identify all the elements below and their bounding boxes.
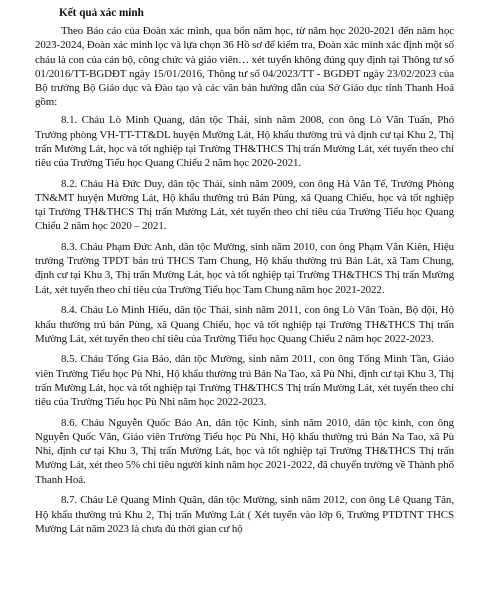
list-item: 8.6. Cháu Nguyễn Quốc Bảo An, dân tộc Kinh, sinh năm 2010, dân tộc kinh, con ông Nguyễn Quốc Văn, Giáo viên Trường Tiểu học Pù Nhi, Hộ khẩu thường trú Bản Na Tao, xã Pù Nhi, định cư tại Khu 3, Thị trấn Mường Lát, học và tốt nghiệp tại Trường TH&THCS Thị trấn Mường Lát, xét theo 5% chỉ tiêu người kinh năm học 2021-2022, đã chuyển trường về Thành phố Thanh Hoá. <box>35 416 454 486</box>
list-item: 8.3. Cháu Phạm Đức Anh, dân tộc Mường, sinh năm 2010, con ông Phạm Văn Kiên, Hiệu trưởng Trường TPDT bán trú THCS Tam Chung, Hộ khẩu thường trú Bản Lát, xã Tam Chung, định cư tại Khu 3, Thị trấn Mường Lát, học và tốt nghiệp tại Trường TH&THCS Thị trấn Mường Lát, xét tuyển theo chỉ tiêu của Trường Tiểu học Tam Chung năm học 2021-2022. <box>35 241 454 296</box>
list-item: 8.1. Cháu Lò Minh Quang, dân tộc Thái, sinh năm 2008, con ông Lò Văn Tuấn, Phó Trưởng phòng VH-TT-TT&DL huyện Mường Lát, Hộ khẩu thường trú và định cư tại Khu 2, Thị trấn Mường Lát, học và tốt nghiệp tại Trường TH&THCS Thị trấn Mường Lát, xét tuyển theo chỉ tiêu của Trường Tiểu học Quang Chiểu 2 năm học 2020-2021. <box>35 114 454 170</box>
section-heading: Kết quả xác minh <box>59 7 144 19</box>
list-item: 8.4. Cháu Lò Minh Hiếu, dân tộc Thái, sinh năm 2011, con ông Lò Văn Toàn, Bộ đội, Hộ khẩu thường trú bản Pùng, xã Quang Chiểu, học và tốt nghiệp tại Trường TH&THCS Thị trấn Mường Lát, xét tuyển theo chỉ tiêu của Trường Tiểu học Quang Chiểu 2 năm học 2022-2023. <box>35 304 454 345</box>
list-item: 8.5. Cháu Tống Gia Bảo, dân tộc Mường, sinh năm 2011, con ông Tống Minh Tần, Giáo viên Trường Tiểu học Pù Nhi, Hộ khẩu thường trú Bản Na Tao, xã Pù Nhi, định cư tại Khu 3, Thị trấn Mường Lát, học và tốt nghiệp tại Trường TH&THCS Thị trấn Mường Lát, xét tuyển theo chỉ tiêu của Trường Tiểu học Pù Nhi năm học 2022-2023. <box>35 353 454 409</box>
intro-paragraph: Theo Báo cáo của Đoàn xác minh, qua bốn năm học, từ năm học 2020-2021 đến năm học 2023-2024, Đoàn xác minh lọc và lựa chọn 36 Hồ sơ để kiểm tra, Đoàn xác minh xác định một số cháu là con của cán bộ, công chức và giáo viên… xét tuyển không đúng quy định tại Thông tư số 01/2016/TT-BGDĐT ngày 15/01/2016, Thông tư số 04/2023/TT - BGDĐT ngày 23/02/2023 của Bộ trưởng Bộ Giáo dục và Đào tạo và các văn bản hướng dẫn của Sở Giáo dục tỉnh Thanh Hoá gồm: <box>35 25 454 109</box>
list-item: 8.2. Cháu Hà Đức Duy, dân tộc Thái, sinh năm 2009, con ông Hà Văn Tế, Trưởng Phòng TN&MT huyện Mường Lát, Hộ khẩu thường trú Bản Pùng, xã Quang Chiểu, học và tốt nghiệp tại Trường TH&THCS Thị trấn Mường Lát, xét tuyển theo chỉ tiêu của Trường Tiểu học Quang Chiểu 2 năm học 2020 – 2021. <box>35 177 454 233</box>
list-item: 8.7. Cháu Lê Quang Minh Quân, dân tộc Mường, sinh năm 2012, con ông Lê Quang Tân, Hộ khẩu thường trú Khu 2, Thị trấn Mường Lát ( Xét tuyển vào lớp 6, Trường PTDTNT THCS Mường Lát năm 2023 là chưa đủ thời gian cư hộ <box>35 494 454 535</box>
